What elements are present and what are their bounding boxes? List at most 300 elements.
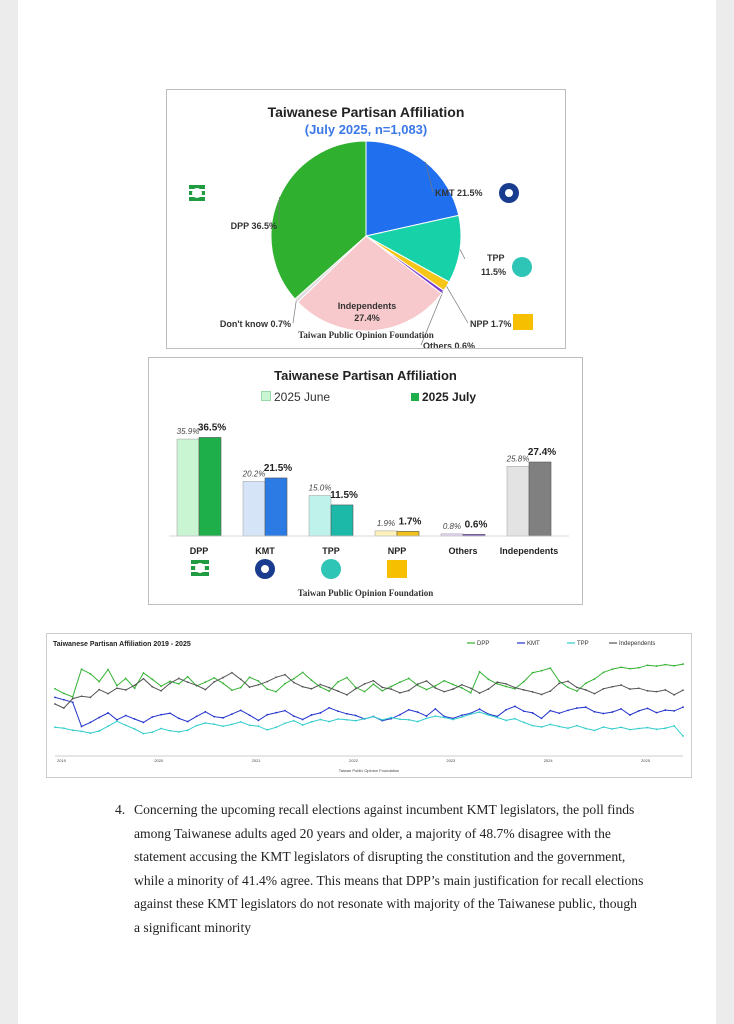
- bar-june-label: 20.2%: [242, 469, 266, 479]
- pie-label: Don't know 0.7%: [219, 319, 291, 329]
- line-point: [558, 680, 560, 682]
- line-point: [204, 689, 206, 691]
- bar-category-label: Others: [448, 546, 478, 556]
- line-point: [373, 683, 375, 685]
- line-point: [222, 682, 224, 684]
- line-point: [426, 718, 428, 720]
- line-point: [302, 686, 304, 688]
- line-point: [523, 689, 525, 691]
- line-point: [187, 681, 189, 683]
- line-point: [311, 688, 313, 690]
- line-point: [63, 707, 65, 709]
- pie-leader-line: [460, 250, 465, 259]
- line-point: [629, 714, 631, 716]
- line-point: [319, 712, 321, 714]
- line-point: [381, 719, 383, 721]
- line-point: [408, 678, 410, 680]
- line-point: [390, 686, 392, 688]
- line-point: [284, 674, 286, 676]
- line-point: [461, 714, 463, 716]
- line-point: [505, 709, 507, 711]
- line-point: [426, 715, 428, 717]
- dpp-logo-icon: [191, 560, 209, 576]
- line-point: [479, 711, 481, 713]
- pie-label: DPP 36.5%: [230, 221, 277, 231]
- line-point: [72, 696, 74, 698]
- line-point: [373, 680, 375, 682]
- line-point: [426, 680, 428, 682]
- line-point: [107, 693, 109, 695]
- bar-july-label: 36.5%: [197, 422, 227, 434]
- line-point: [143, 672, 145, 674]
- line-point: [81, 726, 83, 728]
- line-point: [328, 687, 330, 689]
- line-point: [213, 716, 215, 718]
- line-point: [611, 686, 613, 688]
- line-point: [107, 725, 109, 727]
- line-point: [134, 687, 136, 689]
- line-series-kmt: [55, 697, 683, 726]
- line-x-tick-label: 2023: [446, 758, 456, 763]
- line-point: [532, 691, 534, 693]
- line-point: [213, 681, 215, 683]
- pie-label: TPP: [487, 253, 505, 263]
- line-point: [620, 726, 622, 728]
- bar-chart-title: Taiwanese Partisan Affiliation: [274, 368, 457, 383]
- pie-label: 11.5%: [481, 267, 507, 277]
- line-point: [682, 706, 684, 708]
- line-point: [461, 684, 463, 686]
- line-point: [222, 717, 224, 719]
- line-point: [275, 676, 277, 678]
- dpp-logo-icon: [189, 185, 205, 201]
- line-point: [602, 713, 604, 715]
- line-point: [54, 703, 56, 705]
- line-point: [647, 690, 649, 692]
- bar-category-label: NPP: [387, 546, 407, 556]
- line-point: [602, 672, 604, 674]
- line-point: [81, 695, 83, 697]
- bar-july-label: 1.7%: [398, 516, 422, 528]
- line-point: [549, 724, 551, 726]
- pie-label: Independents: [337, 301, 397, 311]
- bar-july-label: 21.5%: [263, 462, 293, 474]
- line-point: [549, 710, 551, 712]
- line-chart: [47, 634, 691, 777]
- line-point: [160, 728, 162, 730]
- line-point: [266, 729, 268, 731]
- line-point: [461, 716, 463, 718]
- line-point: [576, 725, 578, 727]
- line-point: [567, 680, 569, 682]
- line-point: [266, 714, 268, 716]
- line-point: [541, 726, 543, 728]
- line-point: [638, 667, 640, 669]
- line-point: [125, 689, 127, 691]
- line-point: [514, 718, 516, 720]
- line-point: [532, 712, 534, 714]
- npp-logo-icon: [387, 560, 407, 578]
- line-x-tick-label: 2019: [57, 758, 66, 763]
- line-point: [204, 681, 206, 683]
- line-point: [337, 718, 339, 720]
- line-point: [620, 708, 622, 710]
- line-point: [98, 681, 100, 683]
- line-point: [319, 684, 321, 686]
- line-point: [656, 665, 658, 667]
- line-point: [656, 691, 658, 693]
- line-point: [293, 715, 295, 717]
- bar-june-tpp: [309, 496, 331, 537]
- bar-category-label: KMT: [255, 546, 275, 556]
- line-point: [249, 724, 251, 726]
- line-point: [434, 708, 436, 710]
- line-point: [187, 721, 189, 723]
- line-point: [532, 672, 534, 674]
- line-point: [213, 677, 215, 679]
- pie-label: 27.4%: [354, 313, 380, 323]
- line-point: [240, 709, 242, 711]
- line-point: [143, 678, 145, 680]
- line-point: [452, 688, 454, 690]
- line-point: [452, 684, 454, 686]
- line-point: [107, 712, 109, 714]
- bar-july-label: 27.4%: [527, 447, 557, 459]
- bar-june-label: 35.9%: [176, 427, 200, 437]
- line-point: [461, 687, 463, 689]
- line-point: [664, 709, 666, 711]
- legend-july-label: 2025 July: [422, 390, 477, 404]
- line-point: [160, 685, 162, 687]
- line-point: [611, 668, 613, 670]
- line-point: [266, 688, 268, 690]
- bar-june-independents: [507, 466, 529, 536]
- tpp-logo-icon: [512, 257, 532, 277]
- line-point: [169, 730, 171, 732]
- line-point: [673, 694, 675, 696]
- kmt-logo-sun: [261, 565, 269, 573]
- line-point: [585, 706, 587, 708]
- line-point: [602, 726, 604, 728]
- bar-june-label: 15.0%: [308, 483, 332, 493]
- line-point: [390, 688, 392, 690]
- line-point: [240, 678, 242, 680]
- bar-category-label: DPP: [189, 546, 209, 556]
- line-point: [673, 665, 675, 667]
- bar-june-label: 1.9%: [376, 518, 396, 528]
- line-point: [647, 727, 649, 729]
- line-point: [151, 716, 153, 718]
- line-point: [116, 687, 118, 689]
- line-point: [620, 684, 622, 686]
- line-point: [187, 676, 189, 678]
- line-point: [399, 681, 401, 683]
- line-point: [98, 717, 100, 719]
- line-point: [585, 689, 587, 691]
- line-point: [284, 722, 286, 724]
- line-series-independents: [55, 673, 683, 708]
- line-point: [638, 728, 640, 730]
- line-point: [328, 690, 330, 692]
- line-point: [311, 714, 313, 716]
- line-x-tick-label: 2025: [641, 758, 650, 763]
- bar-july-kmt: [265, 478, 287, 536]
- line-point: [249, 686, 251, 688]
- line-point: [549, 690, 551, 692]
- line-point: [638, 710, 640, 712]
- line-point: [151, 686, 153, 688]
- line-point: [523, 710, 525, 712]
- line-point: [629, 729, 631, 731]
- line-point: [434, 685, 436, 687]
- line-point: [611, 711, 613, 713]
- pie-chart: [167, 123, 565, 348]
- line-point: [231, 724, 233, 726]
- line-point: [284, 710, 286, 712]
- line-point: [81, 730, 83, 732]
- bar-category-label: Independents: [499, 546, 559, 556]
- line-point: [390, 717, 392, 719]
- line-point: [638, 687, 640, 689]
- line-point: [63, 692, 65, 694]
- dpp-logo-circle: [195, 563, 205, 573]
- line-point: [302, 724, 304, 726]
- line-point: [417, 683, 419, 685]
- line-point: [293, 720, 295, 722]
- line-point: [178, 683, 180, 685]
- bar-june-dpp: [177, 439, 199, 536]
- bar-chart: [149, 358, 582, 604]
- line-point: [399, 692, 401, 694]
- line-point: [72, 701, 74, 703]
- line-point: [470, 687, 472, 689]
- pie-label: Others 0.6%: [423, 341, 476, 348]
- line-point: [496, 681, 498, 683]
- pie-chart-card: [166, 89, 566, 349]
- bar-july-label: 11.5%: [330, 489, 358, 501]
- line-point: [673, 725, 675, 727]
- line-point: [178, 678, 180, 680]
- line-point: [249, 676, 251, 678]
- line-point: [328, 721, 330, 723]
- bar-source: Taiwan Public Opinion Foundation: [297, 588, 434, 598]
- line-point: [275, 726, 277, 728]
- line-point: [258, 725, 260, 727]
- line-point: [178, 718, 180, 720]
- line-point: [196, 715, 198, 717]
- line-point: [594, 678, 596, 680]
- bar-june-kmt: [243, 481, 265, 536]
- line-point: [443, 717, 445, 719]
- line-point: [682, 689, 684, 691]
- line-point: [231, 713, 233, 715]
- line-point: [328, 707, 330, 709]
- line-point: [311, 679, 313, 681]
- line-point: [558, 682, 560, 684]
- line-point: [479, 708, 481, 710]
- line-point: [532, 725, 534, 727]
- line-point: [302, 719, 304, 721]
- line-point: [54, 688, 56, 690]
- line-point: [258, 680, 260, 682]
- bar-category-label: TPP: [322, 546, 340, 556]
- line-legend-label: TPP: [577, 641, 589, 647]
- line-legend-label: Independents: [619, 641, 656, 647]
- line-point: [594, 711, 596, 713]
- line-point: [355, 715, 357, 717]
- line-point: [89, 732, 91, 734]
- line-point: [302, 672, 304, 674]
- line-point: [98, 689, 100, 691]
- line-point: [488, 678, 490, 680]
- line-point: [134, 718, 136, 720]
- line-point: [134, 728, 136, 730]
- line-point: [125, 678, 127, 680]
- line-point: [213, 723, 215, 725]
- line-point: [143, 733, 145, 735]
- line-point: [408, 690, 410, 692]
- line-point: [178, 731, 180, 733]
- pie-label: KMT 21.5%: [435, 188, 483, 198]
- line-point: [496, 717, 498, 719]
- pie-chart-title: Taiwanese Partisan Affiliation: [267, 104, 465, 120]
- line-point: [682, 735, 684, 737]
- pie-source: Taiwan Public Opinion Foundation: [298, 330, 434, 340]
- line-point: [664, 664, 666, 666]
- line-point: [488, 714, 490, 716]
- line-point: [169, 680, 171, 682]
- line-point: [160, 690, 162, 692]
- line-point: [443, 680, 445, 682]
- line-point: [629, 688, 631, 690]
- line-point: [204, 711, 206, 713]
- line-point: [222, 677, 224, 679]
- line-point: [240, 721, 242, 723]
- paragraph-4: [115, 798, 645, 939]
- line-point: [585, 682, 587, 684]
- line-point: [426, 689, 428, 691]
- line-point: [523, 722, 525, 724]
- line-point: [346, 713, 348, 715]
- line-point: [576, 707, 578, 709]
- line-point: [541, 670, 543, 672]
- line-point: [408, 719, 410, 721]
- pie-label: NPP 1.7%: [470, 319, 512, 329]
- line-point: [417, 721, 419, 723]
- paragraph-text: Concerning the upcoming recall elections against incumbent KMT legislators, the poll finds among Taiwanese adults aged 20 years and older, a majority of 48.7% disagree with the statement accusing the KMT legislators of disrupting the constitution and the government, while a minority of 41.4% agree. This means that DPP’s main justification for recall elections against these KMT legislators do not resonate with majority of the Taiwanese public, though a significant minority: [134, 802, 644, 935]
- line-point: [275, 712, 277, 714]
- line-point: [656, 712, 658, 714]
- kmt-logo-sun: [505, 189, 513, 197]
- line-point: [89, 722, 91, 724]
- line-point: [258, 684, 260, 686]
- line-point: [567, 727, 569, 729]
- line-point: [81, 668, 83, 670]
- pie-chart-subtitle: (July 2025, n=1,083): [304, 122, 428, 137]
- line-point: [514, 705, 516, 707]
- line-point: [488, 688, 490, 690]
- line-legend-label: DPP: [477, 641, 490, 647]
- line-point: [249, 714, 251, 716]
- line-point: [514, 687, 516, 689]
- line-point: [54, 726, 56, 728]
- line-point: [63, 699, 65, 701]
- line-point: [160, 714, 162, 716]
- line-point: [63, 727, 65, 729]
- line-point: [231, 672, 233, 674]
- line-point: [549, 667, 551, 669]
- line-point: [151, 731, 153, 733]
- line-point: [337, 681, 339, 683]
- line-point: [125, 715, 127, 717]
- line-point: [452, 719, 454, 721]
- line-point: [355, 720, 357, 722]
- line-point: [319, 719, 321, 721]
- line-point: [134, 684, 136, 686]
- line-point: [240, 687, 242, 689]
- line-point: [169, 712, 171, 714]
- line-x-tick-label: 2024: [543, 758, 553, 763]
- line-point: [72, 729, 74, 731]
- line-point: [381, 686, 383, 688]
- line-point: [89, 697, 91, 699]
- line-point: [576, 686, 578, 688]
- line-point: [107, 669, 109, 671]
- bar-july-label: 0.6%: [464, 519, 488, 531]
- line-point: [364, 691, 366, 693]
- line-point: [293, 678, 295, 680]
- line-point: [125, 724, 127, 726]
- bar-june-npp: [375, 531, 397, 536]
- line-point: [364, 718, 366, 720]
- line-point: [204, 722, 206, 724]
- line-point: [346, 719, 348, 721]
- line-point: [523, 681, 525, 683]
- bar-july-independents: [529, 462, 551, 536]
- line-point: [151, 678, 153, 680]
- line-point: [611, 728, 613, 730]
- line-point: [54, 697, 56, 699]
- line-point: [434, 715, 436, 717]
- line-point: [434, 687, 436, 689]
- line-point: [602, 688, 604, 690]
- line-point: [479, 692, 481, 694]
- line-point: [98, 730, 100, 732]
- line-point: [567, 686, 569, 688]
- bar-july-dpp: [199, 437, 221, 536]
- line-x-tick-label: 2020: [154, 758, 164, 763]
- pie-leader-line: [293, 301, 296, 323]
- bar-june-label: 0.8%: [442, 521, 462, 531]
- line-point: [647, 664, 649, 666]
- line-point: [187, 729, 189, 731]
- line-point: [620, 666, 622, 668]
- line-point: [222, 725, 224, 727]
- line-point: [470, 713, 472, 715]
- line-point: [594, 730, 596, 732]
- line-point: [373, 716, 375, 718]
- line-point: [647, 707, 649, 709]
- line-point: [399, 714, 401, 716]
- line-point: [505, 720, 507, 722]
- pie-leader-line: [447, 286, 468, 323]
- line-chart-title: Taiwanese Partisan Affiliation 2019 - 2025: [53, 641, 191, 648]
- line-point: [337, 690, 339, 692]
- line-source: Taiwan Public Opinion Foundation: [338, 768, 400, 773]
- line-point: [470, 692, 472, 694]
- line-point: [417, 711, 419, 713]
- line-point: [673, 710, 675, 712]
